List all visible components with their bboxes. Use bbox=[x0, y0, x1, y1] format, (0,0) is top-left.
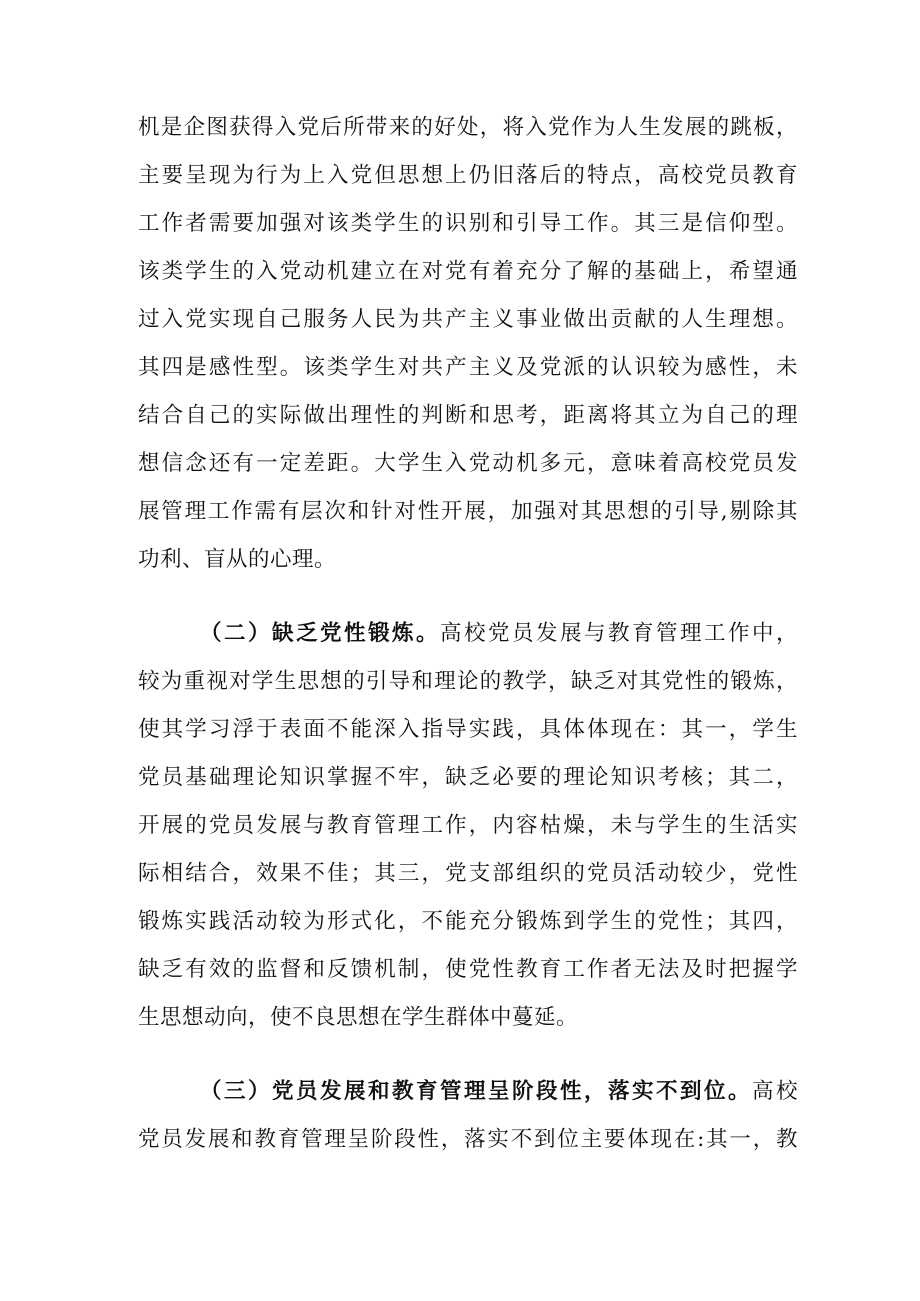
paragraph-1-line-10: 功利、盲从的心理。 bbox=[138, 547, 337, 572]
section-heading-3: （三）党员发展和教育管理呈阶段性，落实不到位。 bbox=[200, 1079, 752, 1104]
paragraph-2-line-6: 际相结合，效果不佳；其三，党支部组织的党员活动较少，党性 bbox=[138, 861, 798, 886]
paragraph-2-line-5: 开展的党员发展与教育管理工作，内容枯燥，未与学生的生活实 bbox=[138, 813, 798, 838]
paragraph-2-first-line-text: 高校党员发展与教育管理工作中， bbox=[440, 621, 798, 646]
paragraph-1-line-5: 过入党实现自己服务人民为共产主义事业做出贡献的人生理想。 bbox=[138, 307, 798, 332]
paragraph-1-line-4: 该类学生的入党动机建立在对党有着充分了解的基础上，希望通 bbox=[138, 259, 798, 284]
paragraph-2-line-3: 使其学习浮于表面不能深入指导实践，具体体现在：其一，学生 bbox=[138, 717, 798, 742]
paragraph-2-line-2: 较为重视对学生思想的引导和理论的教学，缺乏对其党性的锻炼， bbox=[138, 669, 798, 694]
section-heading-2: （二）缺乏党性锻炼。 bbox=[200, 621, 440, 646]
paragraph-1-line-7: 结合自己的实际做出理性的判断和思考，距离将其立为自己的理 bbox=[138, 403, 798, 428]
paragraph-3-first-line bbox=[200, 1070, 798, 1114]
paragraph-1-line-9: 展管理工作需有层次和针对性开展，加强对其思想的引导,剔除其 bbox=[138, 499, 798, 524]
paragraph-3-line-2: 党员发展和教育管理呈阶段性，落实不到位主要体现在:其一，教 bbox=[138, 1127, 798, 1152]
paragraph-1-line-3: 工作者需要加强对该类学生的识别和引导工作。其三是信仰型。 bbox=[138, 211, 798, 236]
paragraph-3-first-line-text: 高校 bbox=[751, 1079, 798, 1104]
paragraph-1-line-2: 主要呈现为行为上入党但思想上仍旧落后的特点，高校党员教育 bbox=[138, 163, 798, 188]
paragraph-2-line-7: 锻炼实践活动较为形式化，不能充分锻炼到学生的党性；其四， bbox=[138, 909, 798, 934]
paragraph-1-line-8: 想信念还有一定差距。大学生入党动机多元，意味着高校党员发 bbox=[138, 451, 798, 476]
paragraph-2-line-9: 生思想动向，使不良思想在学生群体中蔓延。 bbox=[138, 1005, 579, 1030]
paragraph-2-line-8: 缺乏有效的监督和反馈机制，使党性教育工作者无法及时把握学 bbox=[138, 957, 798, 982]
paragraph-1-line-6: 其四是感性型。该类学生对共产主义及党派的认识较为感性，未 bbox=[138, 355, 798, 380]
paragraph-1-line-1: 机是企图获得入党后所带来的好处，将入党作为人生发展的跳板， bbox=[138, 115, 798, 140]
paragraph-2-line-4: 党员基础理论知识掌握不牢，缺乏必要的理论知识考核；其二， bbox=[138, 765, 798, 790]
paragraph-2-first-line bbox=[200, 612, 798, 656]
